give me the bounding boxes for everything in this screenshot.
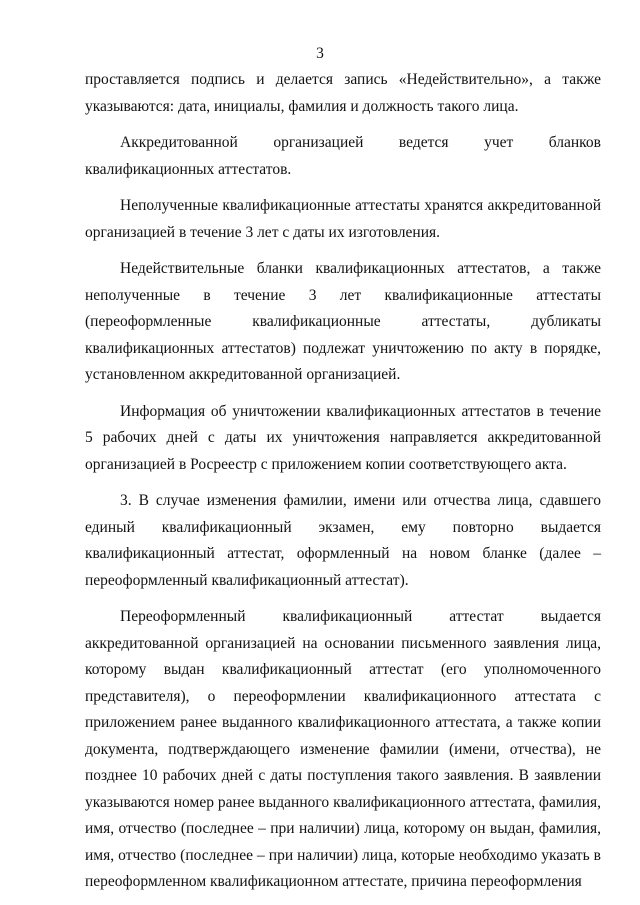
paragraph-item-3: 3. В случае изменения фамилии, имени или отчества лица, сдавшего единый квалификационный экзамен, ему повторно выдается квалификационный аттестат, оформленный на новом бланке (далее – переоформленный квалификационный аттестат).	[85, 492, 601, 589]
paragraph-blank-accounting: Аккредитованной организацией ведется учет бланков квалификационных аттестатов.	[85, 134, 601, 178]
paragraph-unclaimed-storage: Неполученные квалификационные аттестаты хранятся аккредитованной организацией в течение 3 лет с даты их изготовления.	[85, 197, 601, 241]
document-body	[85, 67, 601, 896]
page-number: 3	[316, 45, 324, 62]
paragraph-continuation: проставляется подпись и делается запись «Недействительно», а также указываются: дата, инициалы, фамилия и должность такого лица.	[85, 71, 601, 115]
paragraph-destruction: Недействительные бланки квалификационных аттестатов, а также неполученные в течение 3 лет квалификационные аттестаты (переоформленные квалификационные аттестаты, дубликаты квалификационных аттестатов) подлежат уничтожению по акту в порядке, установленном аккредитованной организацией.	[85, 260, 601, 383]
paragraph-destruction-report: Информация об уничтожении квалификационных аттестатов в течение 5 рабочих дней с даты их уничтожения направляется аккредитованной организацией в Росреестр с приложением копии соответствующего акта.	[85, 402, 601, 473]
paragraph-reissue: Переоформленный квалификационный аттестат выдается аккредитованной организацией на основании письменного заявления лица, которому выдан квалификационный аттестат (его уполномоченного представителя), о переоформлении квалификационного аттестата с приложением ранее выданного квалификационного аттестата, а также копии документа, подтверждающего изменение фамилии (имени, отчества), не позднее 10 рабочих дней с даты поступления такого заявления. В заявлении указываются номер ранее выданного квалификационного аттестата, фамилия, имя, отчество (последнее – при наличии) лица, которому он выдан, фамилия, имя, отчество (последнее – при наличии) лица, которые необходимо указать в переоформленном квалификационном аттестате, причина переоформления	[85, 608, 601, 890]
